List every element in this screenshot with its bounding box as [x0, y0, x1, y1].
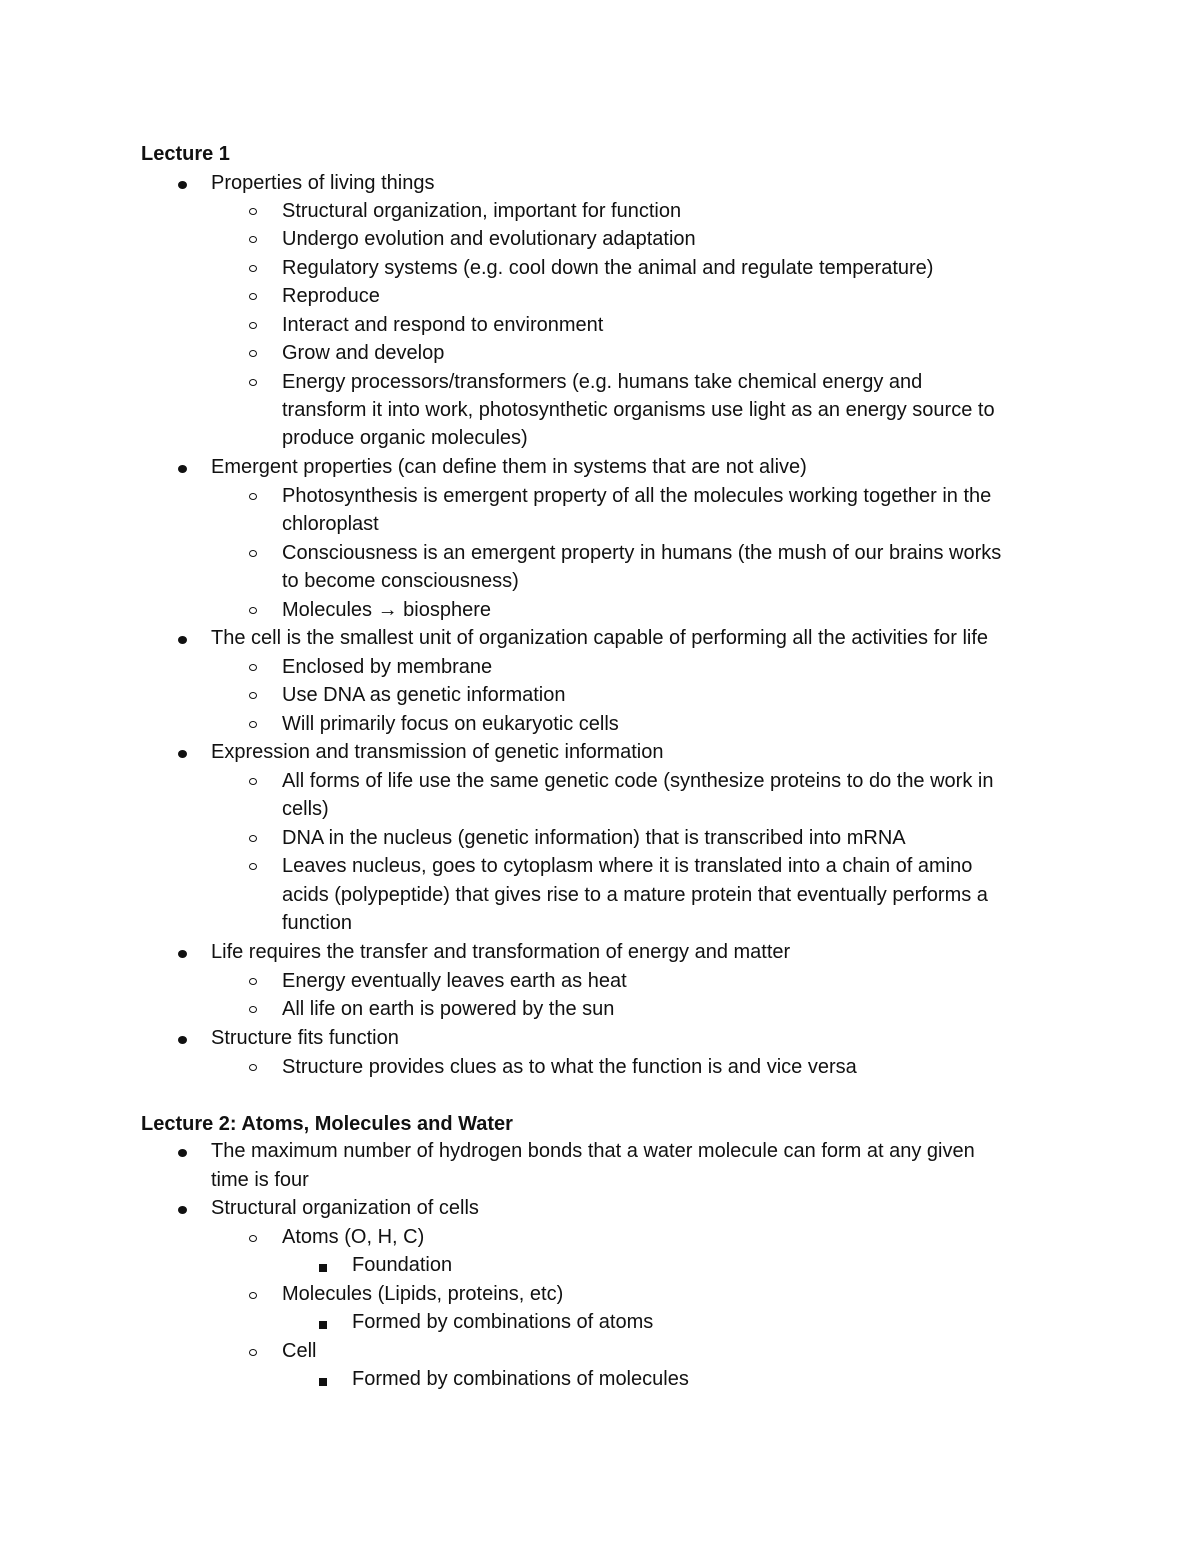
list-item: Life requires the transfer and transformation of energy and matter [211, 941, 791, 963]
sub-list-item: Structure provides clues as to what the function is and vice versa [282, 1056, 857, 1078]
sub-list-item: Undergo evolution and evolutionary adaptation [282, 228, 696, 250]
list-item-continuation: time is four [211, 1169, 309, 1191]
sub-list-item-continuation: function [282, 912, 353, 934]
sub-list-item-continuation: transform it into work, photosynthetic organisms use light as an energy source to [282, 399, 995, 421]
sub-list-item: Enclosed by membrane [282, 656, 493, 678]
sub-sub-list-item: Foundation [352, 1254, 453, 1276]
sub-list-item: Molecules (Lipids, proteins, etc) [282, 1283, 564, 1305]
bullet-icon [178, 1149, 187, 1157]
bullet-icon [178, 950, 187, 958]
circle-bullet-icon [249, 1006, 257, 1013]
sub-list-item: Energy eventually leaves earth as heat [282, 970, 627, 992]
circle-bullet-icon [249, 236, 257, 243]
square-bullet-icon [319, 1378, 327, 1386]
circle-bullet-icon [249, 493, 257, 500]
circle-bullet-icon [249, 978, 257, 985]
sub-list-item: Photosynthesis is emergent property of all the molecules working together in the [282, 485, 992, 507]
sub-list-item: Cell [282, 1340, 317, 1362]
sub-list-item: Atoms (O, H, C) [282, 1226, 425, 1248]
bullet-icon [178, 1036, 187, 1044]
sub-list-item: Use DNA as genetic information [282, 684, 566, 706]
list-item: Properties of living things [211, 172, 435, 194]
sub-list-item: Energy processors/transformers (e.g. humans take chemical energy and [282, 371, 923, 393]
sub-list-item: Structural organization, important for function [282, 200, 682, 222]
sub-list-item-continuation: produce organic molecules) [282, 427, 528, 449]
sub-list-item-continuation: acids (polypeptide) that gives rise to a mature protein that eventually performs a [282, 884, 988, 906]
circle-bullet-icon [249, 550, 257, 557]
list-item: Emergent properties (can define them in systems that are not alive) [211, 456, 807, 478]
square-bullet-icon [319, 1264, 327, 1272]
list-item: The maximum number of hydrogen bonds that a water molecule can form at any given [211, 1140, 975, 1162]
circle-bullet-icon [249, 350, 257, 357]
circle-bullet-icon [249, 664, 257, 671]
sub-list-item: Regulatory systems (e.g. cool down the animal and regulate temperature) [282, 257, 934, 279]
circle-bullet-icon [249, 265, 257, 272]
sub-list-item-continuation: to become consciousness) [282, 570, 519, 592]
circle-bullet-icon [249, 1349, 257, 1356]
list-item: The cell is the smallest unit of organization capable of performing all the activities for life [211, 627, 989, 649]
sub-list-item: DNA in the nucleus (genetic information) that is transcribed into mRNA [282, 827, 906, 849]
circle-bullet-icon [249, 1292, 257, 1299]
sub-list-item: Interact and respond to environment [282, 314, 604, 336]
circle-bullet-icon [249, 1064, 257, 1071]
sub-list-item-continuation: chloroplast [282, 513, 379, 535]
bullet-icon [178, 750, 187, 758]
list-item: Structural organization of cells [211, 1197, 479, 1219]
square-bullet-icon [319, 1321, 327, 1329]
bullet-icon [178, 181, 187, 189]
bullet-icon [178, 636, 187, 644]
circle-bullet-icon [249, 293, 257, 300]
sub-list-item: All life on earth is powered by the sun [282, 998, 615, 1020]
circle-bullet-icon [249, 1235, 257, 1242]
bullet-icon [178, 465, 187, 473]
sub-list-item: All forms of life use the same genetic code (synthesize proteins to do the work in [282, 770, 994, 792]
sub-list-item: Consciousness is an emergent property in humans (the mush of our brains works [282, 542, 1002, 564]
sub-list-item: Leaves nucleus, goes to cytoplasm where it is translated into a chain of amino [282, 855, 973, 877]
circle-bullet-icon [249, 208, 257, 215]
circle-bullet-icon [249, 721, 257, 728]
sub-list-item: Molecules → biosphere [282, 599, 491, 621]
circle-bullet-icon [249, 607, 257, 614]
list-item: Expression and transmission of genetic information [211, 741, 664, 763]
lecture-2-heading: Lecture 2: Atoms, Molecules and Water [141, 1113, 513, 1135]
circle-bullet-icon [249, 835, 257, 842]
circle-bullet-icon [249, 778, 257, 785]
circle-bullet-icon [249, 692, 257, 699]
sub-sub-list-item: Formed by combinations of molecules [352, 1368, 689, 1390]
sub-list-item: Grow and develop [282, 342, 445, 364]
circle-bullet-icon [249, 322, 257, 329]
sub-list-item: Reproduce [282, 285, 380, 307]
lecture-1-heading: Lecture 1 [141, 143, 230, 165]
sub-list-item: Will primarily focus on eukaryotic cells [282, 713, 619, 735]
circle-bullet-icon [249, 379, 257, 386]
sub-list-item-continuation: cells) [282, 798, 329, 820]
bullet-icon [178, 1206, 187, 1214]
sub-sub-list-item: Formed by combinations of atoms [352, 1311, 654, 1333]
circle-bullet-icon [249, 863, 257, 870]
list-item: Structure fits function [211, 1027, 399, 1049]
